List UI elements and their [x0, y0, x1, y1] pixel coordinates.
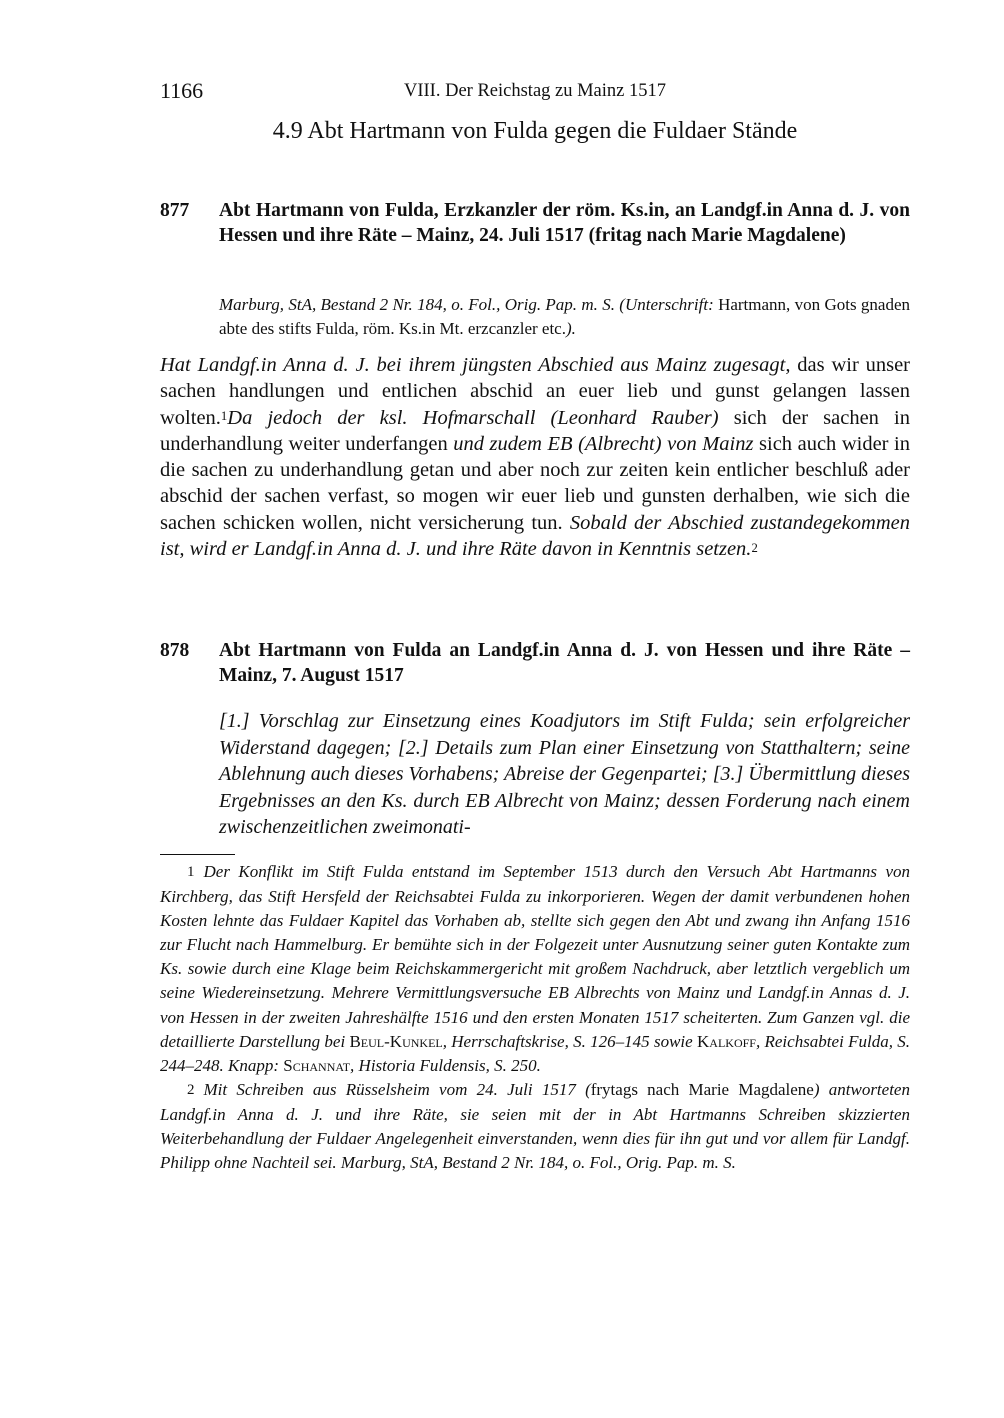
- source-citation: Marburg, StA, Bestand 2 Nr. 184, o. Fol., Orig. Pap. m. S. (Unterschrift:: [219, 295, 719, 314]
- footnote-2-text-c: ) antworteten Landgf.in Anna d. J. und ihre Räte, sie seien mit der in Abt Hartmanns Schreiben skizzierten Weiterbehandlung der Fuldaer Angelegenheit einverstanden, wenn dies für ihn gut und vor allem für Landgf. Philipp ohne Nachteil sei. Marburg, StA, Bestand 2 Nr. 184, o. Fol., Orig. Pap. m. S.: [160, 1079, 910, 1173]
- text-summary-4: Sobald der Abschied zustandegekommen ist, wird er Landgf.in Anna d. J. und ihre Räte davon in Kenntnis setzen.: [160, 511, 910, 561]
- text-summary-2: Da jedoch der ksl. Hofmarschall (Leonhard Rauber): [227, 406, 719, 429]
- text-summary-1: Hat Landgf.in Anna d. J. bei ihrem jüngsten Abschied aus Mainz zugesagt,: [160, 354, 791, 376]
- page-number: 1166: [160, 78, 204, 103]
- doc-878-title: Abt Hartmann von Fulda an Landgf.in Anna d. J. von Hessen und ihre Räte – Mainz, 7. August 1517: [219, 640, 910, 686]
- doc-877-source: [219, 293, 910, 340]
- page-header: [160, 78, 910, 108]
- footnote-ref-2[interactable]: 2: [751, 540, 758, 555]
- footnote-rule: [160, 854, 235, 855]
- text-summary-3: und zudem EB (Albrecht) von Mainz: [453, 432, 754, 455]
- doc-878-heading: [160, 638, 910, 688]
- section-title: 4.9 Abt Hartmann von Fulda gegen die Fuldaer Stände: [272, 118, 798, 144]
- footnote-1: [160, 860, 910, 1078]
- doc-877-title: Abt Hartmann von Fulda, Erzkanzler der röm. Ks.in, an Landgf.in Anna d. J. von Hessen und ihre Räte – Mainz, 24. Juli 1517 (fritag nach Marie Magdalene): [219, 200, 910, 246]
- text-quote-1: das wir unser sachen handlungen und entlichen abschid an euer lieb und gunst gelangen lassen wolten.: [160, 354, 911, 429]
- footnotes: [160, 860, 910, 1175]
- source-close: ).: [565, 318, 576, 338]
- footnote-1-text-e: , Reichsabtei Fulda, S. 244–248. Knapp:: [160, 1031, 910, 1075]
- doc-878-number: 878: [160, 640, 190, 661]
- source-signature: Hartmann, von Gots gnaden abte des stifts Fulda, röm. Ks.in Mt. erzcanzler etc.: [219, 295, 910, 338]
- footnote-2-mark: 2: [187, 1081, 195, 1098]
- footnote-ref-1[interactable]: 1: [220, 409, 228, 424]
- footnote-1-mark: 1: [187, 864, 195, 880]
- doc-877-number: 877: [160, 200, 190, 221]
- doc-878-regest: [1.] Vorschlag zur Einsetzung eines Koadjutors im Stift Fulda; sein erfolgreicher Widerstand dagegen; [2.] Details zum Plan einer Einsetzung von Statthaltern; seine Ablehnung auch dieses Vorhabens; Abreise der Gegenpartei; [3.] Übermittlung dieses Ergebnisses an den Ks. durch EB Albrecht von Mainz; dessen Forderung nach einem zwischenzeitlichen zweimonati-: [219, 710, 910, 838]
- footnote-2-quote: frytags nach Marie Magdalene: [590, 1079, 814, 1099]
- footnote-1-text-g: , Historia Fuldensis, S. 250.: [350, 1055, 541, 1075]
- author-beul-kunkel: Beul-Kunkel: [349, 1031, 443, 1051]
- text-quote-2: sich der sachen in underhandlung weiter underfangen: [160, 406, 910, 455]
- doc-877-text: [160, 352, 910, 562]
- text-quote-3: sich auch wider in die sachen zu underhandlung getan und aber noch zur zeiten kein entlicher beschluß ader abschid der sachen verfast, so mogen wir euer lieb und gunsten derhalben, wie sich die sachen schicken wollen, nicht versicherung tun.: [160, 432, 910, 534]
- footnote-1-text-a: Der Konflikt im Stift Fulda entstand im September 1513 durch den Versuch Abt Hartmanns von Kirchberg, das Stift Hersfeld der Reichsabtei Fulda zu inkorporieren. Wegen der damit verbundenen hohen Kosten lehnte das Fuldaer Kapitel das Vorhaben ab, stellte sich gegen den Abt und zwang ihn Anfang 1516 zur Flucht nach Hammelburg. Er bemühte sich in der Folgezeit unter Ausnutzung seiner guten Kontakte zum Ks. sowie durch eine Klage beim Reichskammergericht mit großem Nachdruck, aber letztlich vergeblich um seine Wiedereinsetzung. Mehrere Vermittlungsversuche EB Albrechts von Mainz und Landgf.in Annas d. J. von Hessen in der zweiten Jahreshälfte 1516 und den ersten Monaten 1517 scheiterten. Zum Ganzen vgl. die detaillierte Darstellung bei: [160, 862, 910, 1051]
- doc-877-heading: [160, 198, 910, 248]
- footnote-2-text-a: Mit Schreiben aus Rüsselsheim vom 24. Juli 1517 (: [203, 1079, 591, 1099]
- author-kalkoff: Kalkoff: [697, 1031, 756, 1051]
- running-title: VIII. Der Reichstag zu Mainz 1517: [404, 81, 666, 101]
- footnote-2: [160, 1078, 910, 1175]
- author-schannat: Schannat: [283, 1055, 351, 1075]
- footnote-1-text-c: , Herrschaftskrise, S. 126–145 sowie: [442, 1031, 697, 1051]
